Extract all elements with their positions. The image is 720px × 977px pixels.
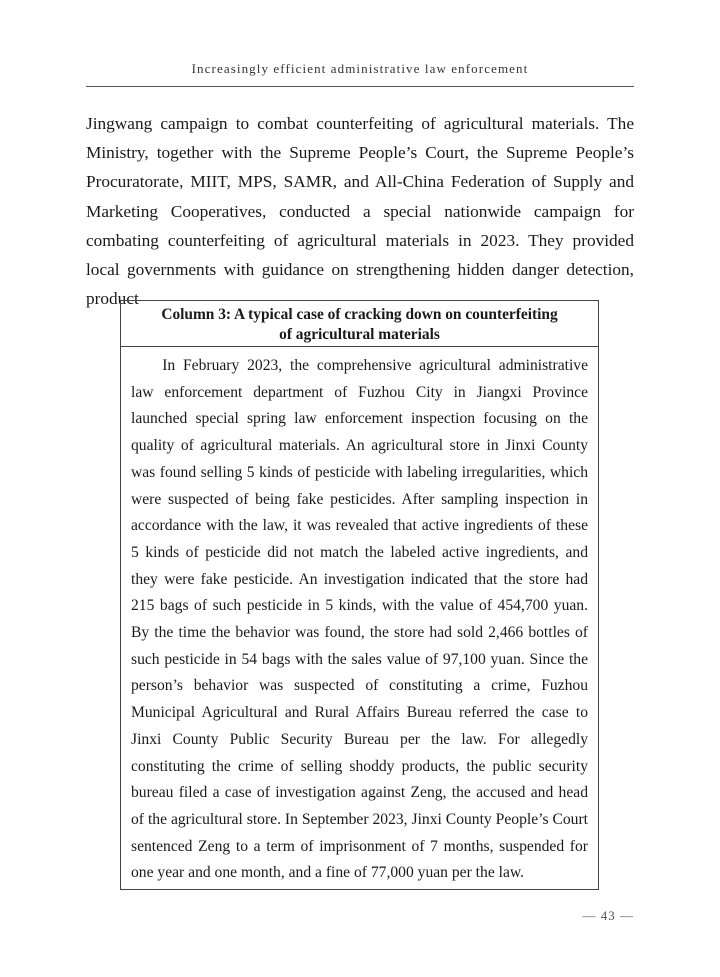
running-header: Increasingly efficient administrative law enforcement [191, 61, 529, 76]
column-title-line-2: of agricultural materials [279, 326, 440, 343]
column-title-line-1: Column 3: A typical case of cracking down on counterfeiting [161, 306, 558, 323]
page-number: — 43 — [582, 908, 634, 923]
column-title [121, 301, 598, 347]
column-body-text: In February 2023, the comprehensive agricultural administrative law enforcement department of Fuzhou City in Jiangxi Province launched special spring law enforcement inspection focusing on the quality of agricultural materials. An agricultural store in Jinxi County was found selling 5 kinds of pesticide with labeling irregularities, which were suspected of being fake pesticides. After sampling inspection in accordance with the law, it was revealed that active ingredients of these 5 kinds of pesticide did not match the labeled active ingredients, and they were fake pesticide. An investigation indicated that the store had 215 bags of such pesticide in 5 kinds, with the value of 454,700 yuan. By the time the behavior was found, the store had sold 2,466 bottles of such pesticide in 54 bags with the sales value of 97,100 yuan. Since the person’s behavior was suspected of constituting a crime, Fuzhou Municipal Agricultural and Rural Affairs Bureau referred the case to Jinxi County Public Security Bureau per the law. For allegedly constituting the crime of selling shoddy products, the public security bureau filed a case of investigation against Zeng, the accused and head of the agricultural store. In September 2023, Jinxi County People’s Court sentenced Zeng to a term of imprisonment of 7 months, suspended for one year and one month, and a fine of 77,000 yuan per the law. [131, 357, 588, 882]
header-divider [86, 86, 634, 87]
body-paragraph: Jingwang campaign to combat counterfeiting of agricultural materials. The Ministry, together with the Supreme People’s Court, the Supreme People’s Procuratorate, MIIT, MPS, SAMR, and All-China Federation of Supply and Marketing Cooperatives, conducted a special nationwide campaign for combating counterfeiting of agricultural materials in 2023. They provided local governments with guidance on strengthening hidden danger detection, product [86, 114, 634, 309]
case-column-box [120, 300, 599, 890]
